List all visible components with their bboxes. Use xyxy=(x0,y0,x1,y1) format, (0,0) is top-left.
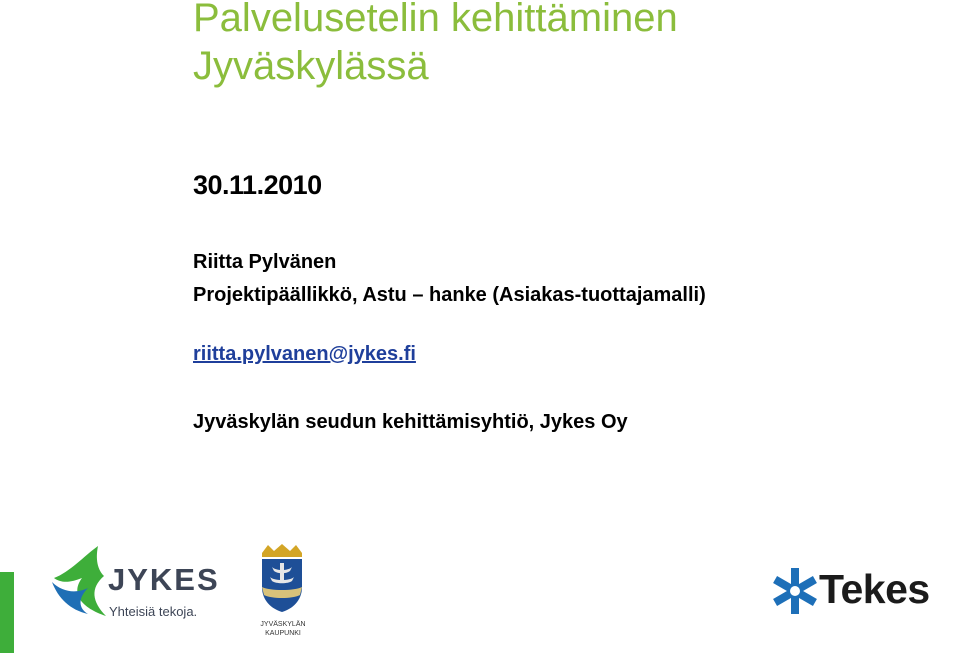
city-name xyxy=(252,620,314,638)
jykes-wordmark: JYKES xyxy=(108,562,220,597)
title-line-1: Palvelusetelin kehittäminen xyxy=(193,0,678,40)
left-accent-bar xyxy=(0,572,14,653)
tekes-wordmark: Tekes xyxy=(819,566,930,612)
presentation-date: 30.11.2010 xyxy=(193,170,322,200)
company-name: Jyväskylän seudun kehittämisyhtiö, Jykes Oy xyxy=(193,411,628,433)
presenter-name: Riitta Pylvänen xyxy=(193,251,337,273)
title-line-2: Jyväskylässä xyxy=(193,44,429,88)
city-line-1: JYVÄSKYLÄN xyxy=(260,621,306,628)
email-link[interactable]: riitta.pylvanen@jykes.fi xyxy=(193,343,416,365)
tekes-star-logo-icon xyxy=(770,566,820,616)
jykes-slogan: Yhteisiä tekoja. xyxy=(109,604,198,619)
slide-title xyxy=(193,0,678,90)
jyvaskyla-coat-of-arms-icon xyxy=(258,543,306,613)
city-line-2: KAUPUNKI xyxy=(265,630,301,637)
presenter-role: Projektipäällikkö, Astu – hanke (Asiakas-tuottajamalli) xyxy=(193,284,706,306)
